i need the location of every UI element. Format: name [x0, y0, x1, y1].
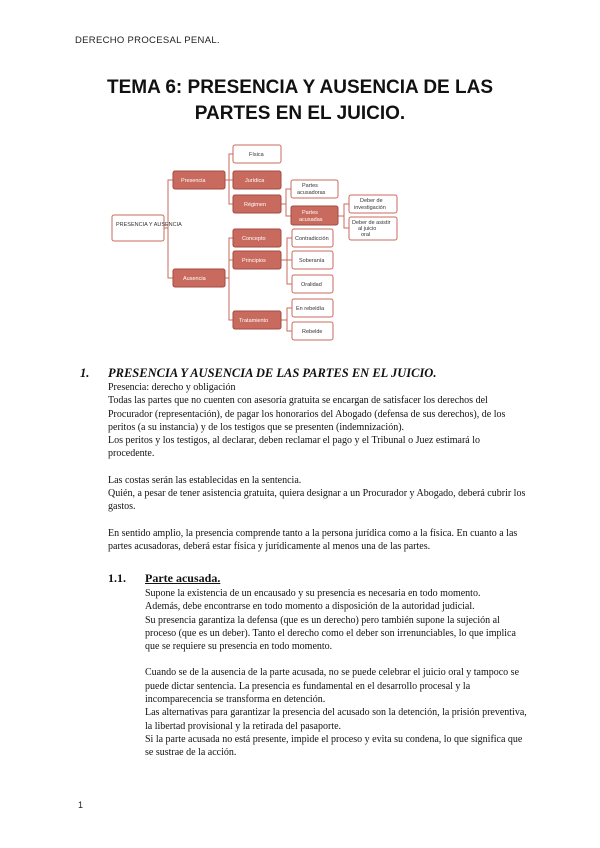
connector	[281, 238, 292, 260]
node-contradiccion	[292, 229, 333, 247]
connector	[281, 189, 291, 204]
paragraph: Si la parte acusada no está presente, impide el proceso y evita su condena, lo que significa que se sustrae de la acción.	[145, 733, 523, 759]
node-label: PRESENCIA Y AUSENCIA	[116, 222, 182, 228]
node-oralidad	[292, 275, 333, 293]
paragraph: Además, debe encontrarse en todo momento a disposición de la autoridad judicial.	[145, 601, 475, 613]
connector	[344, 216, 349, 228]
connector	[286, 204, 291, 216]
paragraph: En sentido amplio, la presencia comprende tanto a la persona jurídica como a la física. En cuanto a las partes acusadoras, deberá estar física y jurídicamente al menos una de las partes.	[108, 527, 518, 552]
paragraph: Supone la existencia de un encausado y su presencia es necesaria en todo momento.	[145, 588, 481, 599]
node-deber-investigacion	[349, 195, 397, 213]
node-label: al juicio	[358, 226, 377, 232]
node-presencia-ausencia	[112, 215, 182, 241]
node-label: Deber de	[360, 198, 383, 204]
node-principios	[233, 251, 281, 269]
node-label: Jurídica	[245, 178, 265, 184]
node-label: Presencia	[181, 178, 206, 184]
paragraph: Todas las partes que no cuenten con asesoría gratuita se encargan de satisfacer los derechos del Procurador (representación), de pagar los honorarios del Abogado (defensa de sus derechos), de los peritos (a su instancia) y de los testigos que se presenten (indemnización).	[108, 395, 506, 433]
node-label: Oralidad	[301, 282, 322, 288]
subsection-1-1-heading	[108, 571, 220, 586]
connector	[287, 320, 292, 331]
node-label: En rebeldía	[296, 306, 325, 312]
connector	[164, 180, 173, 228]
node-label: Partes	[302, 210, 318, 216]
node-concepto	[233, 229, 281, 247]
node-tratamiento	[233, 311, 281, 329]
node-label: acusadas	[299, 217, 323, 223]
document-header: DERECHO PROCESAL PENAL.	[75, 35, 220, 46]
section-title: PRESENCIA Y AUSENCIA DE LAS PARTES EN EL JUICIO.	[108, 366, 437, 380]
connector	[168, 228, 173, 278]
node-label: Concepto	[242, 236, 266, 242]
node-label: Física	[249, 152, 264, 158]
node-juridica	[233, 171, 281, 189]
paragraph: Su presencia garantiza la defensa (que es un derecho) pero también supone la sujeción al proceso (que es un deber). Tanto el derecho como el deber son irrenunciables, lo que implica que se requiere su presencia en todo momento.	[145, 614, 516, 653]
concept-map	[0, 0, 600, 370]
node-partes-acusadas	[291, 206, 338, 225]
paragraph: Las alternativas para garantizar la presencia del acusado son la detención, la prisión preventiva, la libertad provisional y la retirada del pasaporte.	[145, 707, 527, 732]
node-label: Contradicción	[295, 236, 329, 242]
node-label: Ausencia	[183, 276, 206, 282]
paragraph: Presencia: derecho y obligación	[108, 382, 236, 393]
paragraph: Quién, a pesar de tener asistencia gratuita, quiera designar a un Procurador y Abogado, deberá cubrir los gastos.	[108, 488, 526, 513]
node-label: Principios	[242, 258, 266, 264]
title-line-1: TEMA 6: PRESENCIA Y AUSENCIA DE LAS	[106, 77, 494, 98]
node-fisica	[233, 145, 281, 163]
node-label: Tratamiento	[239, 318, 269, 324]
node-label: acusadoras	[297, 190, 326, 196]
node-label: Deber de asistir	[352, 220, 391, 226]
node-deber-asistir	[349, 217, 397, 240]
node-en-rebeldia	[292, 299, 333, 317]
connector	[229, 278, 233, 320]
paragraph: Los peritos y los testigos, al declarar, deben reclamar el pago y el Tribunal o Juez estimará lo procedente.	[108, 435, 480, 460]
connector	[281, 308, 292, 320]
connector	[225, 154, 233, 180]
title-line-2: PARTES EN EL JUICIO.	[194, 103, 406, 124]
page-number: 1	[78, 800, 84, 810]
connector	[338, 204, 349, 216]
paragraph: Cuando se de la ausencia de la parte acusada, no se puede celebrar el juicio oral y tampoco se puede dictar sentencia. La presencia es fundamental en el desarrollo procesal y la incomparecencia se transforma en detención.	[145, 667, 520, 706]
node-partes-acusadoras	[291, 180, 338, 198]
node-label: oral	[361, 232, 371, 238]
node-soberania	[292, 251, 333, 269]
node-rebelde	[292, 322, 333, 340]
node-label: Régimen	[244, 202, 267, 208]
node-regimen	[233, 195, 281, 213]
section-1-heading	[80, 366, 436, 381]
node-label: Partes	[302, 183, 318, 189]
node-label: Soberanía	[299, 258, 325, 264]
connector	[229, 260, 233, 278]
subsection-1-1-body	[145, 587, 530, 760]
subsection-number: 1.1.	[108, 571, 126, 585]
section-1-body	[108, 381, 528, 553]
subsection-title: Parte acusada.	[145, 571, 221, 585]
connector	[229, 180, 233, 204]
node-ausencia	[173, 269, 225, 287]
node-label: investigación	[354, 205, 386, 211]
node-presencia	[173, 171, 225, 189]
connector	[287, 260, 292, 284]
node-label: Rebelde	[302, 329, 323, 335]
section-number: 1.	[80, 366, 90, 380]
paragraph: Las costas serán las establecidas en la sentencia.	[108, 474, 302, 486]
